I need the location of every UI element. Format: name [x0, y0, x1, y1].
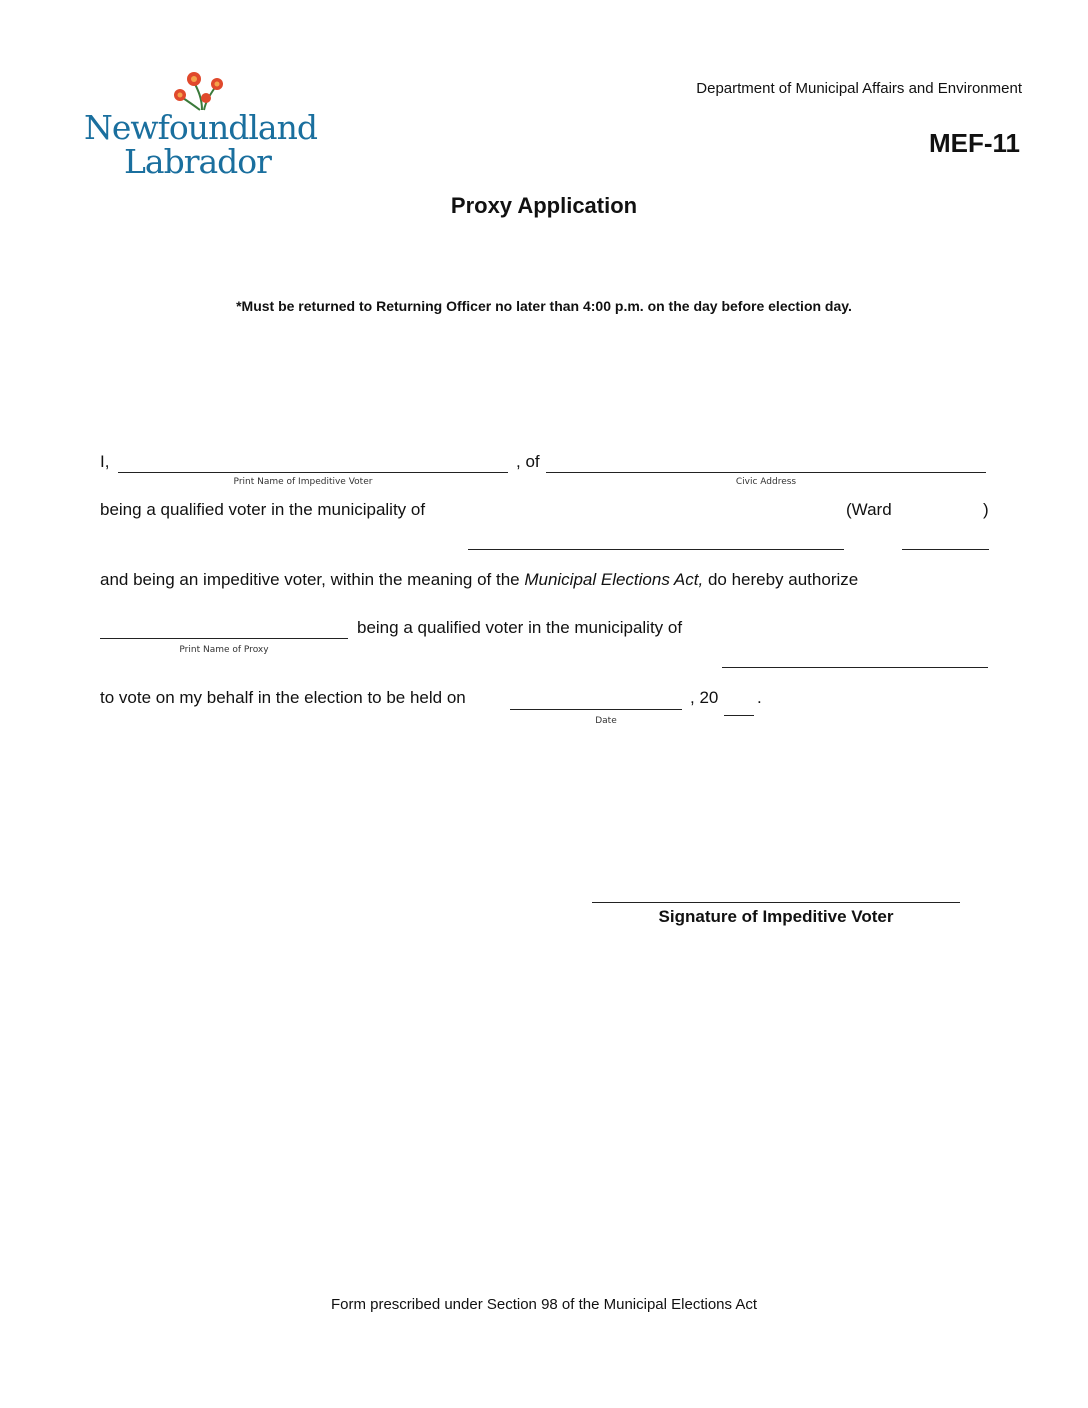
municipality-field[interactable] — [468, 549, 844, 550]
line5-period: . — [757, 688, 762, 707]
signature-label: Signature of Impeditive Voter — [658, 907, 894, 926]
page-title: Proxy Application — [450, 193, 638, 218]
department-name: Department of Municipal Affairs and Environment — [696, 80, 1022, 97]
act-name: Municipal Elections Act, — [524, 570, 704, 589]
pitcher-plant-flower-icon — [172, 70, 232, 112]
impeditive-voter-name-caption: Print Name of Impeditive Voter — [233, 477, 373, 487]
ward-close: ) — [983, 500, 989, 519]
ward-field[interactable] — [902, 549, 989, 550]
logo-line1: Newfoundland — [84, 108, 317, 147]
line3-before: and being an impeditive voter, within the meaning of the — [100, 570, 525, 589]
signature-field[interactable] — [592, 902, 960, 903]
year-field[interactable] — [724, 715, 754, 716]
year-prefix: , 20 — [690, 688, 719, 707]
line3-text — [100, 570, 858, 590]
footer-text: Form prescribed under Section 98 of the Municipal Elections Act — [330, 1296, 758, 1313]
line2-text: being a qualified voter in the municipality of — [100, 500, 426, 519]
form-code: MEF-11 — [928, 128, 1020, 158]
civic-address-field[interactable] — [546, 472, 986, 473]
proxy-name-caption: Print Name of Proxy — [179, 645, 269, 655]
impeditive-voter-name-field[interactable] — [118, 472, 508, 473]
proxy-name-field[interactable] — [100, 638, 348, 639]
logo-line2: Labrador — [124, 142, 271, 181]
return-notice: *Must be returned to Returning Officer no later than 4:00 p.m. on the day before election day. — [236, 298, 852, 314]
election-date-caption: Date — [595, 716, 617, 726]
election-date-field[interactable] — [510, 709, 682, 710]
government-logo — [84, 70, 317, 185]
ward-open: (Ward — [846, 500, 892, 519]
line3-after: do hereby authorize — [703, 570, 859, 589]
line1-of: , of — [516, 452, 540, 471]
civic-address-caption: Civic Address — [735, 477, 797, 487]
proxy-municipality-field[interactable] — [722, 667, 988, 668]
line1-prefix: I, — [100, 452, 110, 471]
line5-text: to vote on my behalf in the election to be held on — [100, 688, 466, 707]
line4-text: being a qualified voter in the municipality of — [357, 618, 683, 637]
